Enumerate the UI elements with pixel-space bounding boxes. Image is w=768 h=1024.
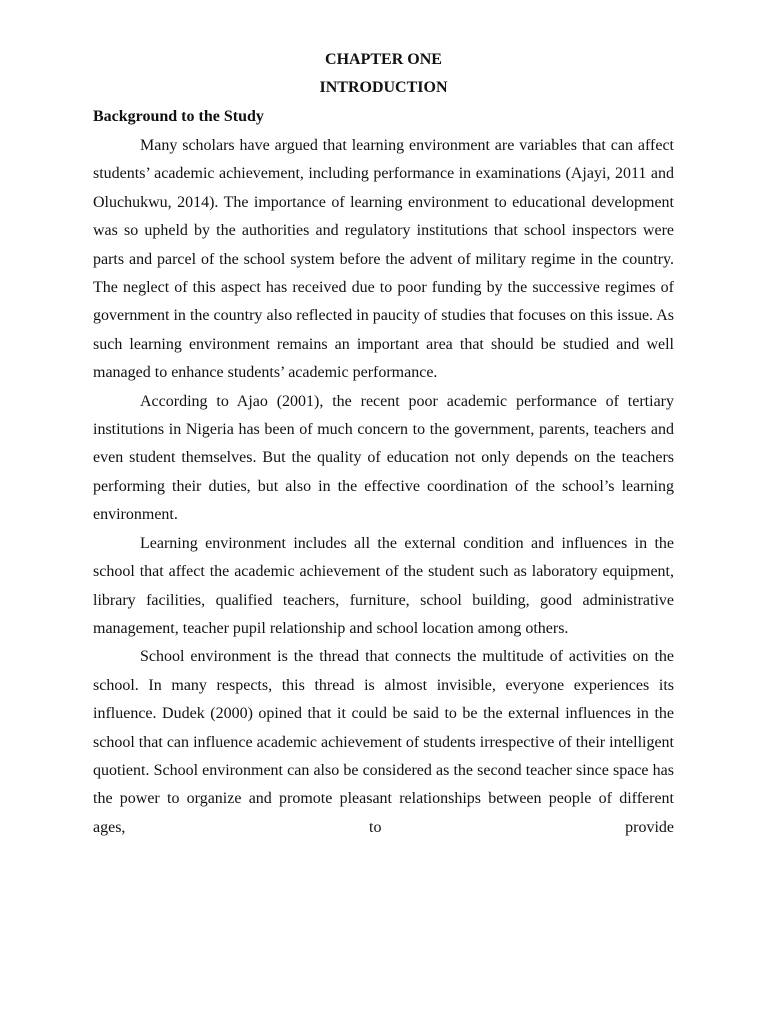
document-page <box>93 46 674 842</box>
section-heading: Background to the Study <box>93 108 264 125</box>
chapter-heading: CHAPTER ONE <box>325 51 442 68</box>
paragraph-1: Many scholars have argued that learning environment are variables that can affect students’ academic achievement, including performance in examinations (Ajayi, 2011 and Oluchukwu, 2014). The importance of learning environment to educational development was so upheld by the authorities and regulatory institutions that school inspectors were parts and parcel of the school system before the advent of military regime in the country. The neglect of this aspect has received due to poor funding by the successive regimes of government in the country also reflected in paucity of studies that focuses on this issue. As such learning environment remains an important area that should be studied and well managed to enhance students’ academic performance. <box>93 137 674 382</box>
paragraph-2: According to Ajao (2001), the recent poor academic performance of tertiary institutions in Nigeria has been of much concern to the government, parents, teachers and even student themselves. But the quality of education not only depends on the teachers performing their duties, but also in the effective coordination of the school’s learning environment. <box>93 392 674 524</box>
paragraph-3: Learning environment includes all the external condition and influences in the school that affect the academic achievement of the student such as laboratory equipment, library facilities, qualified teachers, furniture, school building, good administrative management, teacher pupil relationship and school location among others. <box>93 534 674 637</box>
chapter-title: INTRODUCTION <box>319 79 448 96</box>
paragraph-4: School environment is the thread that connects the multitude of activities on the school. In many respects, this thread is almost invisible, everyone experiences its influence. Dudek (2000) opined that it could be said to be the external influences in the school that can influence academic achievement of students irrespective of their intelligent quotient. School environment can also be considered as the second teacher since space has the power to organize and promote pleasant relationships between people of different ages, to provide <box>93 648 674 836</box>
